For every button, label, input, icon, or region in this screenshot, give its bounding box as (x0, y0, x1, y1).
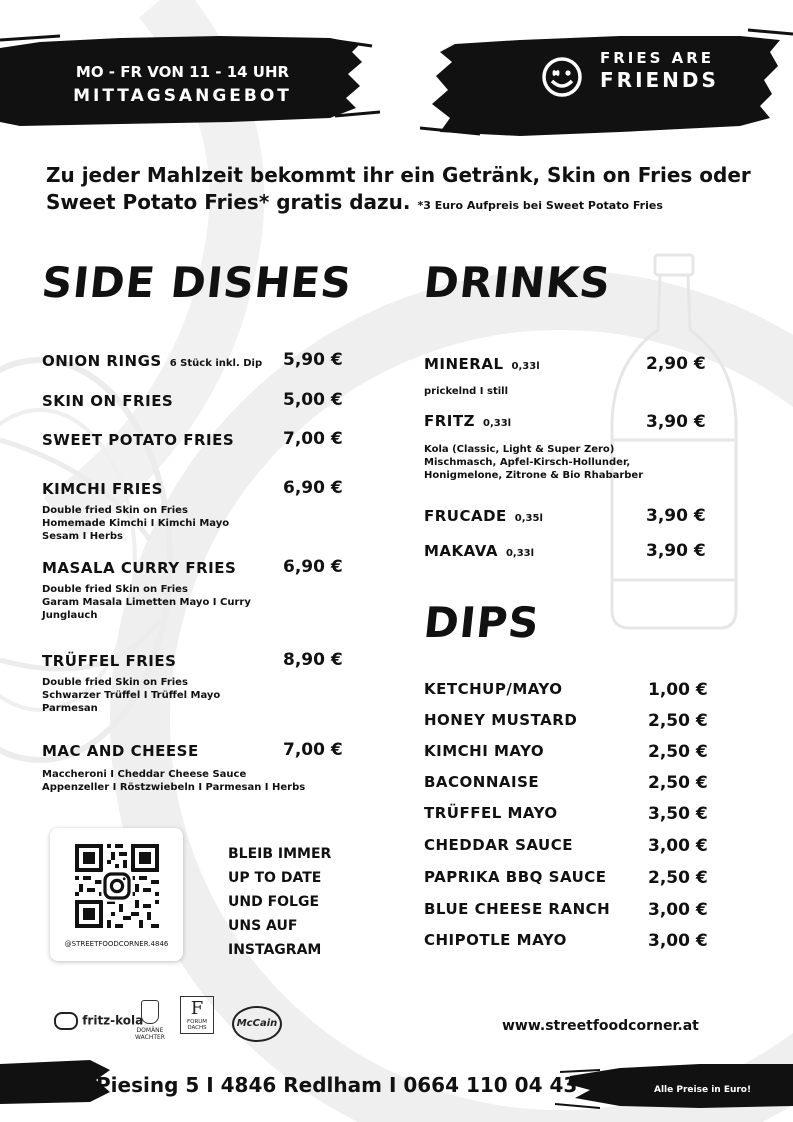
item-price: 6,90 € (283, 557, 343, 577)
lunch-title: MITTAGSANGEBOT (73, 86, 292, 107)
intro-text: Zu jeder Mahlzeit bekommt ihr ein Getränk, Skin on Fries oder Sweet Potato Fries* gratis dazu. (46, 163, 751, 214)
item-name: FRITZ 0,33l (424, 412, 512, 430)
item-price: 2,90 € (646, 354, 706, 374)
instagram-icon (101, 870, 132, 901)
footer-address: Piesing 5 I 4846 Redlham I 0664 110 04 43 (96, 1073, 578, 1097)
item-price: 3,90 € (646, 506, 706, 526)
side-dishes-heading: SIDE DISHES (39, 258, 355, 307)
lunch-banner (50, 64, 315, 107)
item-price: 7,00 € (283, 429, 343, 449)
item-price: 3,00 € (648, 931, 708, 951)
lunch-hours: MO - FR VON 11 - 14 UHR (75, 63, 290, 81)
domaene-wachter-logo: DOMÄNE WACHTER (130, 1000, 170, 1041)
drinks-heading: DRINKS (421, 258, 614, 307)
item-price: 6,90 € (283, 478, 343, 498)
slogan-banner (600, 50, 730, 92)
item-name: SWEET POTATO FRIES (42, 431, 235, 449)
item-price: 3,00 € (648, 900, 708, 920)
item-name: KIMCHI MAYO (424, 742, 545, 760)
item-name: TRÜFFEL FRIES (42, 652, 177, 670)
item-name: FRUCADE 0,35l (424, 507, 543, 525)
item-description: Double fried Skin on Fries Schwarzer Trüffel I Trüffel Mayo Parmesan (42, 677, 221, 714)
smiley-wink-icon (540, 55, 584, 99)
item-price: 2,50 € (648, 868, 708, 888)
item-price: 2,50 € (648, 773, 708, 793)
intro-text-block (46, 162, 756, 219)
item-price: 5,00 € (283, 390, 343, 410)
item-price: 5,90 € (283, 350, 343, 370)
item-name: MAC AND CHEESE (42, 742, 199, 760)
item-name: HONEY MUSTARD (424, 711, 578, 729)
item-description: Maccheroni I Cheddar Cheese Sauce Appenzeller I Röstzwiebeln I Parmesan I Herbs (42, 769, 306, 793)
item-name: PAPRIKA BBQ SAUCE (424, 868, 607, 886)
item-price: 3,90 € (646, 541, 706, 561)
item-name: BACONNAISE (424, 773, 540, 791)
instagram-qr-card[interactable] (50, 828, 183, 961)
item-name: CHEDDAR SAUCE (424, 836, 573, 854)
item-name: SKIN ON FRIES (42, 392, 174, 410)
mccain-logo: McCain (232, 1006, 282, 1042)
item-name: KIMCHI FRIES (42, 480, 163, 498)
item-price: 8,90 € (283, 650, 343, 670)
fritz-kola-logo: fritz-kola (54, 1012, 143, 1030)
item-name: TRÜFFEL MAYO (424, 804, 558, 822)
instagram-cta: BLEIB IMMER UP TO DATE UND FOLGE UNS AUF INSTAGRAM (228, 846, 332, 958)
qr-code[interactable] (75, 844, 159, 928)
slogan-line2: FRIENDS (600, 68, 719, 93)
item-name: MAKAVA 0,33l (424, 542, 535, 560)
dips-heading: DIPS (421, 598, 543, 647)
item-name: BLUE CHEESE RANCH (424, 900, 611, 918)
item-description: Double fried Skin on Fries Homemade Kimchi I Kimchi Mayo Sesam I Herbs (42, 505, 230, 542)
item-name: MASALA CURRY FRIES (42, 559, 237, 577)
item-name: ONION RINGS 6 Stück inkl. Dip (42, 352, 263, 370)
item-description: prickelnd I still (424, 386, 509, 397)
item-price: 3,50 € (648, 804, 708, 824)
item-name: CHIPOTLE MAYO (424, 931, 567, 949)
website-link[interactable]: www.streetfoodcorner.at (502, 1018, 699, 1034)
item-price: 3,90 € (646, 412, 706, 432)
item-price: 3,00 € (648, 836, 708, 856)
item-price: 7,00 € (283, 740, 343, 760)
item-price: 2,50 € (648, 742, 708, 762)
prices-note: Alle Preise in Euro! (654, 1085, 752, 1095)
item-description: Double fried Skin on Fries Garam Masala Limetten Mayo I Curry Junglauch (42, 584, 251, 621)
intro-note: *3 Euro Aufpreis bei Sweet Potato Fries (417, 199, 663, 212)
forum-dachs-logo: F FORUM DACHS (180, 996, 214, 1034)
item-name: MINERAL 0,33l (424, 355, 540, 373)
item-price: 2,50 € (648, 711, 708, 731)
slogan-line1: FRIES ARE (600, 49, 715, 67)
item-price: 1,00 € (648, 680, 708, 700)
instagram-handle: @STREETFOODCORNER.4846 (64, 940, 169, 948)
item-description: Kola (Classic, Light & Super Zero) Mischmasch, Apfel-Kirsch-Hollunder, Honigmelone, Zitrone & Bio Rhabarber (424, 444, 644, 481)
item-name: KETCHUP/MAYO (424, 680, 563, 698)
